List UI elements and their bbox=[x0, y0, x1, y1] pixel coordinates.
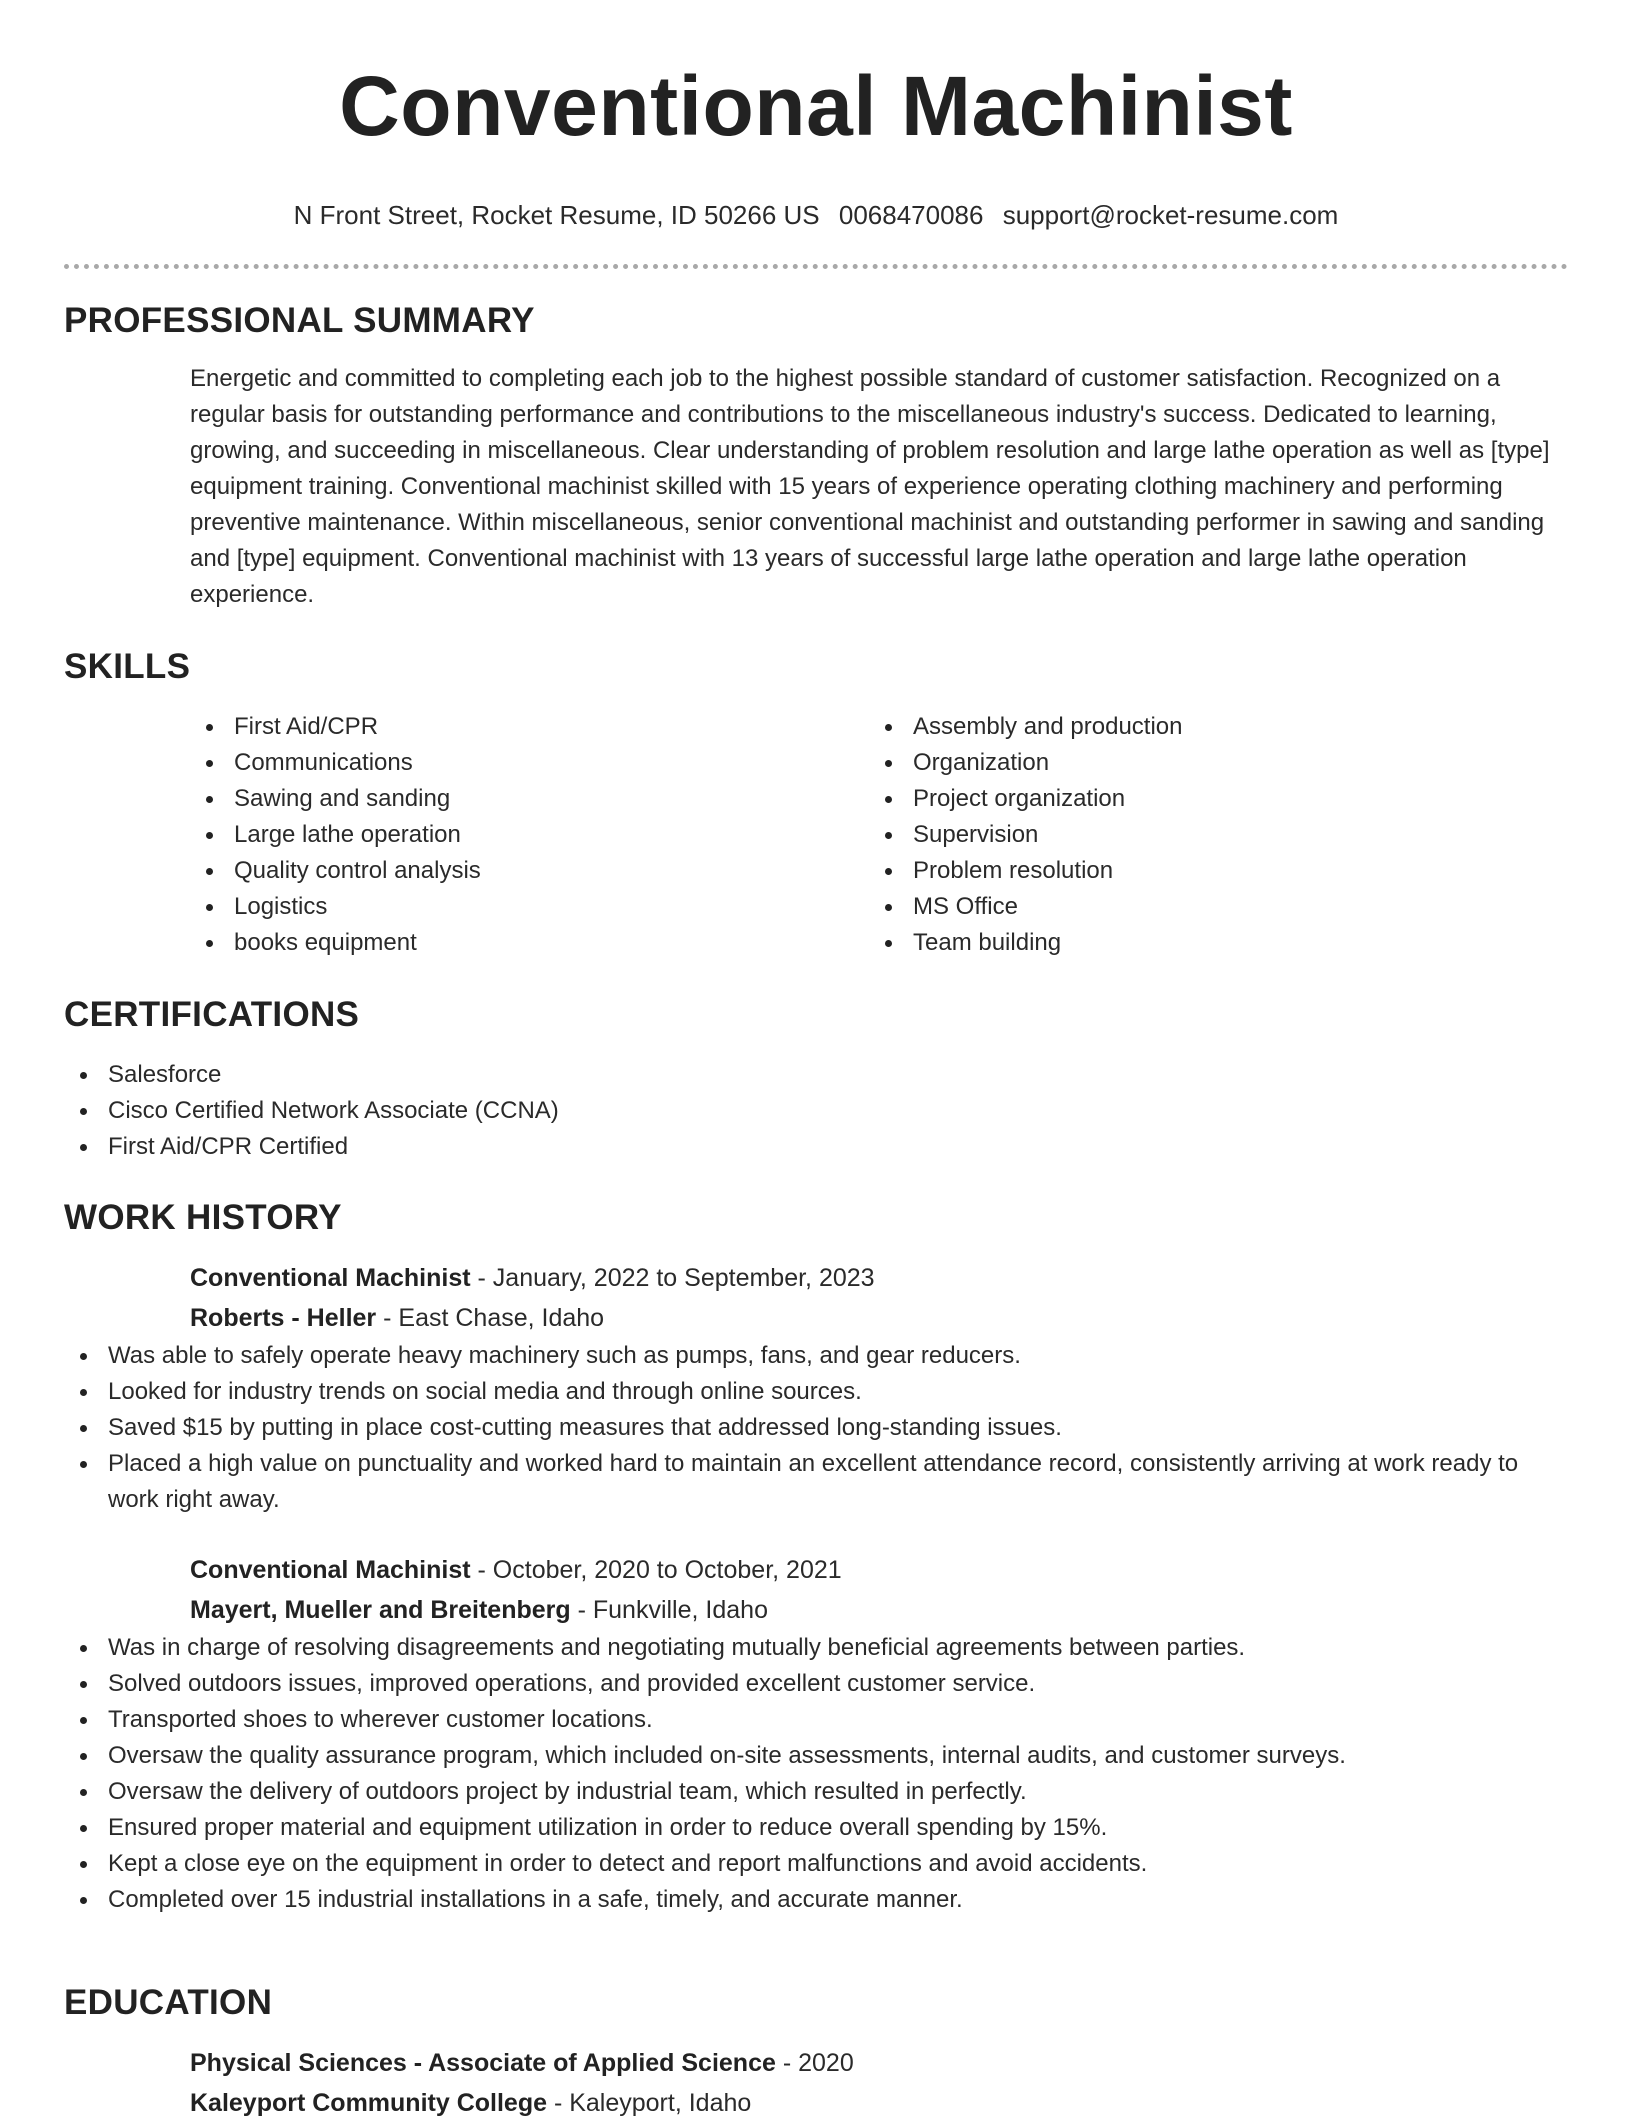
education-location: - Kaleyport, Idaho bbox=[547, 2089, 752, 2117]
job-bullet: Saved $15 by putting in place cost-cutting measures that addressed long-standing issues. bbox=[64, 1410, 1568, 1446]
skill-item: Communications bbox=[190, 745, 869, 781]
job-bullet: Was able to safely operate heavy machinery such as pumps, fans, and gear reducers. bbox=[64, 1338, 1568, 1374]
education-year: - 2020 bbox=[775, 2049, 854, 2077]
certification-item: Salesforce bbox=[64, 1057, 1568, 1093]
job-bullet: Looked for industry trends on social media and through online sources. bbox=[64, 1374, 1568, 1410]
job-location: - East Chase, Idaho bbox=[376, 1304, 605, 1332]
job-bullet: Oversaw the delivery of outdoors project by industrial team, which resulted in perfectly. bbox=[64, 1774, 1568, 1810]
summary-section bbox=[64, 299, 1568, 613]
job-company-line bbox=[190, 1590, 1568, 1630]
contact-line bbox=[64, 198, 1568, 232]
education-heading: EDUCATION bbox=[64, 1983, 273, 2022]
resume-page bbox=[64, 0, 1568, 2117]
work-history-section bbox=[64, 1196, 1568, 1918]
education-school: Kaleyport Community College bbox=[190, 2089, 547, 2117]
job-location: - Funkville, Idaho bbox=[570, 1596, 768, 1624]
job-position: Conventional Machinist bbox=[190, 1556, 471, 1584]
job-bullets bbox=[64, 1338, 1568, 1518]
job-bullet: Transported shoes to wherever customer locations. bbox=[64, 1702, 1568, 1738]
summary-heading: PROFESSIONAL SUMMARY bbox=[64, 301, 535, 340]
skill-item: Problem resolution bbox=[869, 853, 1548, 889]
skill-item: Quality control analysis bbox=[190, 853, 869, 889]
skill-item: Sawing and sanding bbox=[190, 781, 869, 817]
certifications-section bbox=[64, 993, 1568, 1165]
contact-phone: 0068470086 bbox=[838, 200, 984, 230]
skills-list-right bbox=[869, 709, 1548, 961]
certifications-list bbox=[64, 1057, 1568, 1165]
job-company: Roberts - Heller bbox=[190, 1304, 377, 1332]
job-bullet: Ensured proper material and equipment utilization in order to reduce overall spending by 15%. bbox=[64, 1810, 1568, 1846]
certification-item: Cisco Certified Network Associate (CCNA) bbox=[64, 1093, 1568, 1129]
job-dates: - January, 2022 to September, 2023 bbox=[470, 1264, 875, 1292]
job-bullet: Solved outdoors issues, improved operations, and provided excellent customer service. bbox=[64, 1666, 1568, 1702]
work-history-heading: WORK HISTORY bbox=[64, 1198, 342, 1237]
job-company: Mayert, Mueller and Breitenberg bbox=[190, 1596, 571, 1624]
skills-list-left bbox=[190, 709, 869, 961]
contact-email: support@rocket-resume.com bbox=[1002, 200, 1339, 230]
job-title-line bbox=[190, 1258, 1568, 1298]
skill-item: MS Office bbox=[869, 889, 1548, 925]
skills-columns bbox=[190, 709, 1568, 961]
certifications-heading: CERTIFICATIONS bbox=[64, 995, 360, 1034]
header-divider bbox=[64, 264, 1568, 269]
skill-item: Organization bbox=[869, 745, 1548, 781]
resume-name: Conventional Machinist bbox=[339, 59, 1293, 153]
contact-address: N Front Street, Rocket Resume, ID 50266 US bbox=[293, 200, 820, 230]
skills-section bbox=[64, 645, 1568, 961]
education-degree-line bbox=[190, 2043, 1568, 2083]
job-bullet: Completed over 15 industrial installations in a safe, timely, and accurate manner. bbox=[64, 1882, 1568, 1918]
skill-item: Project organization bbox=[869, 781, 1548, 817]
skill-item: First Aid/CPR bbox=[190, 709, 869, 745]
skill-item: Large lathe operation bbox=[190, 817, 869, 853]
skill-item: Supervision bbox=[869, 817, 1548, 853]
skill-item: Assembly and production bbox=[869, 709, 1548, 745]
job-company-line bbox=[190, 1298, 1568, 1338]
certification-item: First Aid/CPR Certified bbox=[64, 1129, 1568, 1165]
job-position: Conventional Machinist bbox=[190, 1264, 471, 1292]
job-dates: - October, 2020 to October, 2021 bbox=[470, 1556, 842, 1584]
job-entry bbox=[190, 1550, 1568, 1630]
job-entry bbox=[190, 1258, 1568, 1338]
education-school-line bbox=[190, 2083, 1568, 2123]
skill-item: Team building bbox=[869, 925, 1548, 961]
education-degree: Physical Sciences - Associate of Applied Science bbox=[190, 2049, 776, 2077]
job-title-line bbox=[190, 1550, 1568, 1590]
job-bullets bbox=[64, 1630, 1568, 1918]
summary-text: Energetic and committed to completing each job to the highest possible standard of customer satisfaction. Recognized on a regular basis for outstanding performance and contributions to the miscellaneous industry's success. Dedicated to learning, growing, and succeeding in miscellaneous. Clear understanding of problem resolution and large lathe operation as well as [type] equipment training. Conventional machinist skilled with 15 years of experience operating clothing machinery and performing preventive maintenance. Within miscellaneous, senior conventional machinist and outstanding performer in sawing and sanding and [type] equipment. Conventional machinist with 13 years of successful large lathe operation and large lathe operation experience. bbox=[190, 365, 1550, 608]
job-bullet: Oversaw the quality assurance program, which included on-site assessments, internal audits, and customer surveys. bbox=[64, 1738, 1568, 1774]
job-bullet: Placed a high value on punctuality and worked hard to maintain an excellent attendance record, consistently arriving at work ready to work right away. bbox=[64, 1446, 1568, 1518]
job-bullet: Was in charge of resolving disagreements and negotiating mutually beneficial agreements between parties. bbox=[64, 1630, 1568, 1666]
education-section bbox=[64, 1981, 1568, 2123]
skill-item: books equipment bbox=[190, 925, 869, 961]
skills-heading: SKILLS bbox=[64, 647, 191, 686]
education-entry bbox=[190, 2043, 1568, 2123]
skill-item: Logistics bbox=[190, 889, 869, 925]
job-bullet: Kept a close eye on the equipment in order to detect and report malfunctions and avoid accidents. bbox=[64, 1846, 1568, 1882]
